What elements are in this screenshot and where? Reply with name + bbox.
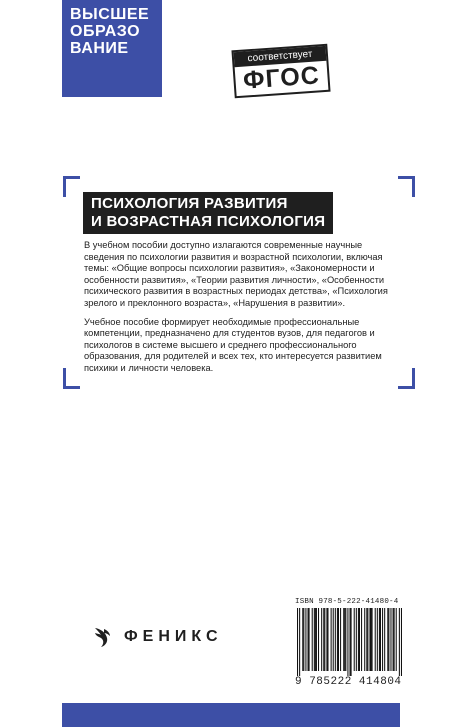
isbn-number: ISBN 978-5-222-41480-4 (295, 598, 399, 606)
annotation-text (84, 240, 396, 382)
stamp-top-text: соответствует (234, 46, 327, 67)
series-line-3: ВАНИЕ (70, 40, 129, 57)
series-badge (62, 0, 162, 97)
frame-corner-top-left (63, 176, 80, 197)
frame-corner-bottom-right (398, 368, 415, 389)
phoenix-bird-icon (92, 626, 112, 648)
book-title-line-2: И ВОЗРАСТНАЯ ПСИХОЛОГИЯ (91, 213, 326, 230)
book-title-line-1: ПСИХОЛОГИЯ РАЗВИТИЯ (91, 195, 288, 212)
frame-corner-top-right (398, 176, 415, 197)
barcode-block (295, 597, 407, 689)
barcode-icon (295, 608, 405, 676)
bottom-color-bar (62, 703, 400, 727)
fgos-stamp (231, 44, 330, 99)
annotation-paragraph-1: В учебном пособии доступно излагаются современные научные сведения по психологии развития и возрастной психологии, включая темы: «Общие вопросы психологии развития», «Закономерности и особенности развития», «Теории развития личности», «Особенности психического развития в возрастных периодах детства», «Психология зрелого и преклонного возраста», «Нарушения в развитии». (84, 240, 388, 308)
annotation-paragraph-2: Учебное пособие формирует необходимые профессиональные компетенции, предназначено для студентов вузов, для педагогов и психологов в системе высшего и среднего профессионального образования, для родителей и всех тех, кто интересуется развитием психики и личности человека. (84, 316, 382, 373)
publisher-logo (92, 625, 223, 649)
ean-digits: 9 785222 414804 (295, 676, 402, 688)
series-line-2: ОБРАЗО (70, 23, 141, 40)
publisher-name: ФЕНИКС (124, 628, 223, 645)
stamp-main-text: ФГОС (242, 61, 321, 95)
book-title (83, 192, 333, 234)
frame-corner-bottom-left (63, 368, 80, 389)
series-line-1: ВЫСШЕЕ (70, 6, 150, 23)
